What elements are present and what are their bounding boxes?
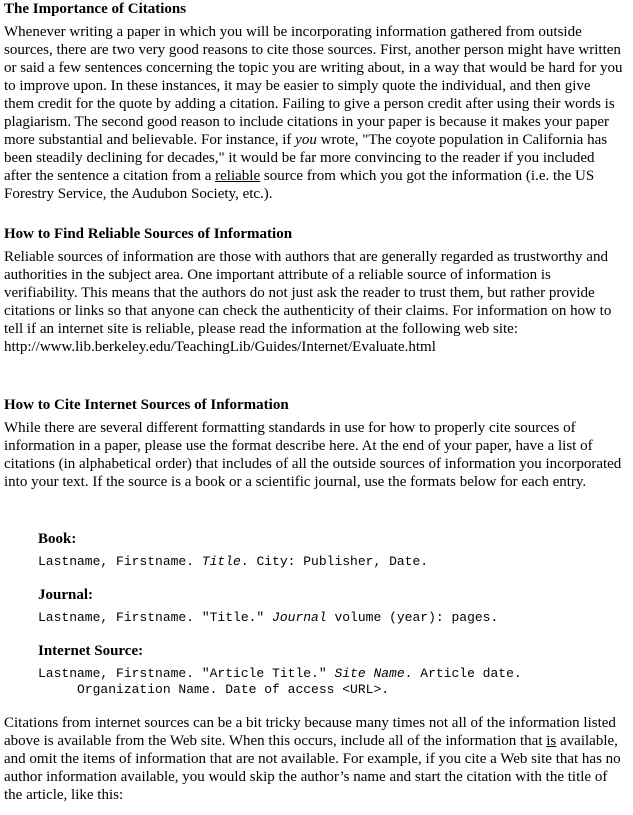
paragraph-reliable-sources [4,248,624,356]
internet-format-line1 [38,666,618,682]
internet-source-label: Internet Source: [38,643,144,659]
underlined-is: is [546,733,557,749]
paragraph-closing [4,714,624,804]
heading-cite-internet-sources: How to Cite Internet Sources of Information [4,397,289,413]
text-run: Whenever writing a paper in which you will be incorporating information gathered from outside sources, there are two very good reasons to cite those sources. First, another person might have written or said a few sentences concerning the topic you are writing about, in a way that would be hard for you to improve upon. In these instances, it may be easier to simply quote the individual, and then give them credit for the quote by adding a citation. Failing to give a person credit after using their words is plagiarism. The second good reason to include citations in your paper is because it makes your paper more substantial and believable. For instance, if [4,24,623,148]
text-run: Lastname, Firstname. [38,554,202,569]
text-run: available, and omit the items of information that are not available. For example, if you cite a Web site that has no author information available, you would skip the author’s name and start the citation with the title of the article, like this: [4,733,621,803]
journal-label: Journal: [38,587,94,603]
journal-format [38,610,618,626]
italic-title: Title [201,554,241,569]
italic-journal: Journal [272,610,327,625]
text-run: . Article date. [404,666,522,681]
text-run: . City: Publisher, Date. [240,554,429,569]
heading-find-reliable-sources: How to Find Reliable Sources of Information [4,226,293,242]
text-run: Lastname, Firstname. "Title." [38,610,273,625]
berkeley-url: http://www.lib.berkeley.edu/TeachingLib/Guides/Internet/Evaluate.html [4,339,436,355]
text-run: volume (year): pages. [326,610,499,625]
underlined-reliable: reliable [215,168,261,184]
book-format [38,554,618,570]
italic-you: you [295,132,317,148]
text-run: Citations from internet sources can be a bit tricky because many times not all of the information listed above is available from the Web site. When this occurs, include all of the information that [4,715,616,749]
paragraph-cite-internet: While there are several different formatting standards in use for how to properly cite sources of information in a paper, please use the format describe here. At the end of your paper, have a list of citations (in alphabetical order) that includes of all the outside sources of information you incorporated into your text. If the source is a book or a scientific journal, use the formats below for each entry. [4,420,622,490]
text-run: source from which you got the information (i.e. the US Forestry Service, the Audubon Society, etc.). [4,168,595,202]
heading-importance-of-citations: The Importance of Citations [4,1,187,17]
internet-format-line2: Organization Name. Date of access <URL>. [38,682,390,697]
italic-site-name: Site Name [334,666,405,681]
example-book [38,530,618,570]
book-label: Book: [38,531,77,547]
text-run: Lastname, Firstname. "Article Title." [38,666,335,681]
example-journal [38,586,618,626]
text-run: wrote, "The coyote population in California has been steadily declining for decades," it would be far more convincing to the reader if you included after the sentence a citation from a [4,132,608,184]
paragraph-importance [4,23,624,203]
text-run: Reliable sources of information are those with authors that are generally regarded as trustworthy and authorities in the subject area. One important attribute of a reliable source of information is verifiability. This means that the authors do not just ask the reader to trust them, but rather provide citations or links so that anyone can check the authenticity of their claims. For information on how to tell if an internet site is reliable, please read the information at the following web site: [4,249,612,337]
example-internet-source [38,642,618,698]
